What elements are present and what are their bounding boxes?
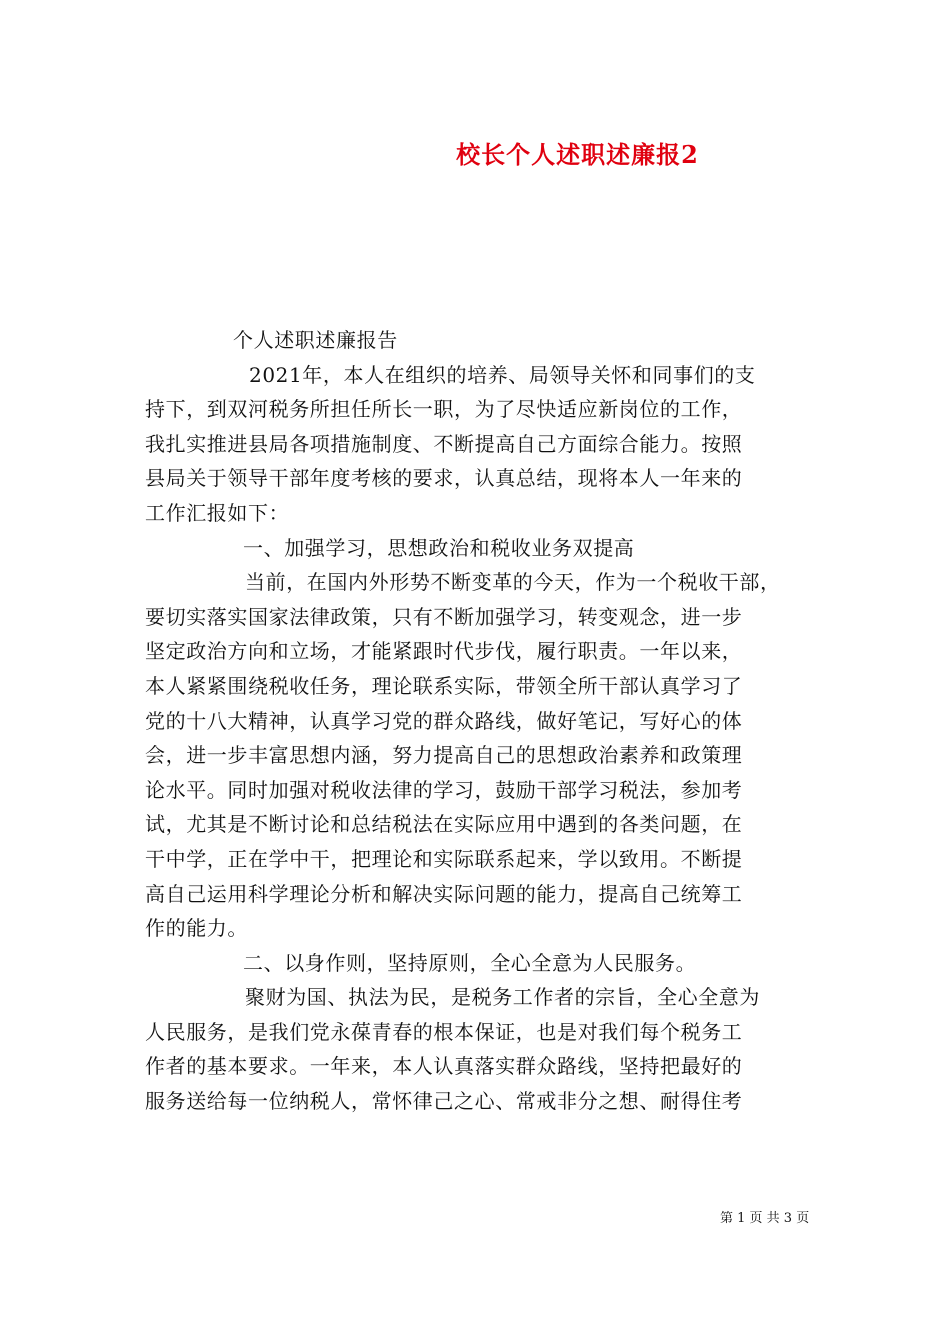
paragraph-line: 聚财为国、执法为民，是税务工作者的宗旨，全心全意为 (245, 985, 760, 1010)
paragraph-line: 服务送给每一位纳税人，常怀律己之心、常戒非分之想、耐得住考 (145, 1089, 743, 1114)
paragraph-line: 试，尤其是不断讨论和总结税法在实际应用中遇到的各类问题，在 (145, 812, 743, 837)
paragraph-line: 高自己运用科学理论分析和解决实际问题的能力，提高自己统筹工 (145, 881, 743, 906)
paragraph-line: 要切实落实国家法律政策，只有不断加强学习，转变观念，进一步 (145, 604, 743, 629)
paragraph-line: 论水平。同时加强对税收法律的学习，鼓励干部学习税法，参加考 (145, 777, 743, 802)
section-heading: 一、加强学习，思想政治和税收业务双提高 (243, 535, 635, 560)
subtitle-line: 个人述职述廉报告 (233, 328, 398, 352)
paragraph-line: 工作汇报如下： (145, 500, 290, 525)
paragraph-line: 持下，到双河税务所担任所长一职，为了尽快适应新岗位的工作， (145, 397, 743, 422)
section-heading: 二、以身作则，坚持原则，全心全意为人民服务。 (243, 950, 697, 975)
paragraph-line: 县局关于领导干部年度考核的要求，认真总结，现将本人一年来的 (145, 466, 743, 491)
paragraph-line: 我扎实推进县局各项措施制度、不断提高自己方面综合能力。按照 (145, 431, 743, 456)
paragraph-line: 人民服务，是我们党永葆青春的根本保证，也是对我们每个税务工 (145, 1019, 743, 1044)
paragraph-line: 坚定政治方向和立场，才能紧跟时代步伐，履行职责。一年以来， (145, 639, 743, 664)
document-title: 校长个人述职述廉报2 (456, 140, 699, 169)
paragraph-line: 党的十八大精神，认真学习党的群众路线，做好笔记，写好心的体 (145, 708, 743, 733)
document-body (145, 323, 815, 1119)
paragraph-line: 本人紧紧围绕税收任务，理论联系实际，带领全所干部认真学习了 (145, 673, 743, 698)
paragraph-line: 会，进一步丰富思想内涵，努力提高自己的思想政治素养和政策理 (145, 743, 743, 768)
page-number: 第 1 页 共 3 页 (720, 1211, 810, 1226)
paragraph-line: 当前，在国内外形势不断变革的今天，作为一个税收干部， (245, 570, 781, 595)
paragraph-line: 作者的基本要求。一年来，本人认真落实群众路线，坚持把最好的 (145, 1054, 743, 1079)
paragraph-line: 2021年，本人在组织的培养、局领导关怀和同事们的支 (249, 362, 756, 387)
paragraph-line: 干中学，正在学中干，把理论和实际联系起来，学以致用。不断提 (145, 846, 743, 871)
paragraph-line: 作的能力。 (145, 916, 248, 941)
